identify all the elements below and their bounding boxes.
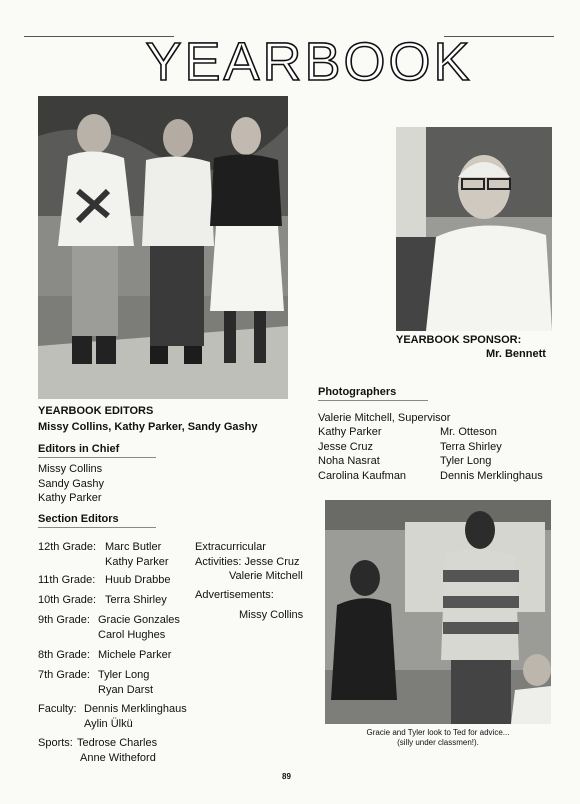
list-item: Mr. Otteson: [440, 426, 497, 438]
sponsor-caption-line2: Mr. Bennett: [486, 348, 546, 360]
list-item: Noha Nasrat: [318, 455, 380, 467]
list-item: Sandy Gashy: [38, 477, 105, 490]
photographers-col1: [318, 425, 406, 483]
list-item: Jesse Cruz: [318, 440, 374, 453]
section-editors-rule: [38, 527, 156, 528]
photographers-heading: Photographers: [318, 386, 397, 398]
sponsor-photo: [396, 127, 552, 331]
list-item: Terra Shirley: [440, 440, 502, 453]
list-item: 10th Grade: Terra Shirley: [38, 594, 167, 606]
list-item: 12th Grade: Marc Butler Kathy Parker: [38, 541, 169, 568]
list-item: Dennis Merklinghaus: [440, 469, 543, 482]
page-title: [24, 30, 554, 92]
section-editors-list: [38, 540, 198, 766]
advertisements-label: Advertisements:: [195, 589, 274, 601]
list-item: Carolina Kaufman: [318, 469, 407, 482]
list-item: 9th Grade: Gracie Gonzales Carol Hughes: [38, 614, 180, 641]
list-item: Faculty: Dennis Merklinghaus Aylin Ülkü: [38, 703, 187, 730]
list-item: 7th Grade: Tyler Long Ryan Darst: [38, 669, 154, 696]
editors-photo-caption-names: Missy Collins, Kathy Parker, Sandy Gashy: [38, 421, 258, 433]
list-item: Tyler Long: [440, 455, 492, 467]
section-editors-heading: Section Editors: [38, 513, 119, 525]
advertisements-name: Missy Collins: [239, 609, 304, 621]
page-number: 89: [282, 772, 291, 781]
list-item: Kathy Parker: [318, 426, 382, 438]
list-item: 11th Grade: Huub Drabbe: [38, 574, 171, 586]
sponsor-caption-line1: YEARBOOK SPONSOR:: [396, 334, 522, 346]
photographers-col2: [440, 425, 543, 483]
editors-in-chief-list: [38, 462, 104, 506]
editors-in-chief-heading: Editors in Chief: [38, 443, 120, 455]
list-item: Sports: Tedrose Charles Anne Witheford: [38, 737, 158, 764]
editors-photo: [38, 96, 288, 399]
list-item: Kathy Parker: [38, 492, 102, 504]
extracurricular-block: Extracurricular Activities: Jesse Cruz Valerie Mitchell: [195, 541, 303, 582]
svg-text:YEARBOOK: YEARBOOK: [145, 32, 473, 92]
classroom-photo: [325, 500, 551, 724]
classroom-photo-caption: Gracie and Tyler look to Ted for advice... (silly under classmen!).: [366, 728, 510, 747]
list-item: Missy Collins: [38, 463, 103, 475]
editors-photo-caption-title: YEARBOOK EDITORS: [38, 405, 154, 417]
editors-in-chief-rule: [38, 457, 156, 458]
list-item: 8th Grade: Michele Parker: [38, 649, 172, 661]
photographers-rule: [318, 400, 428, 401]
photographers-supervisor: Valerie Mitchell, Supervisor: [318, 412, 451, 424]
